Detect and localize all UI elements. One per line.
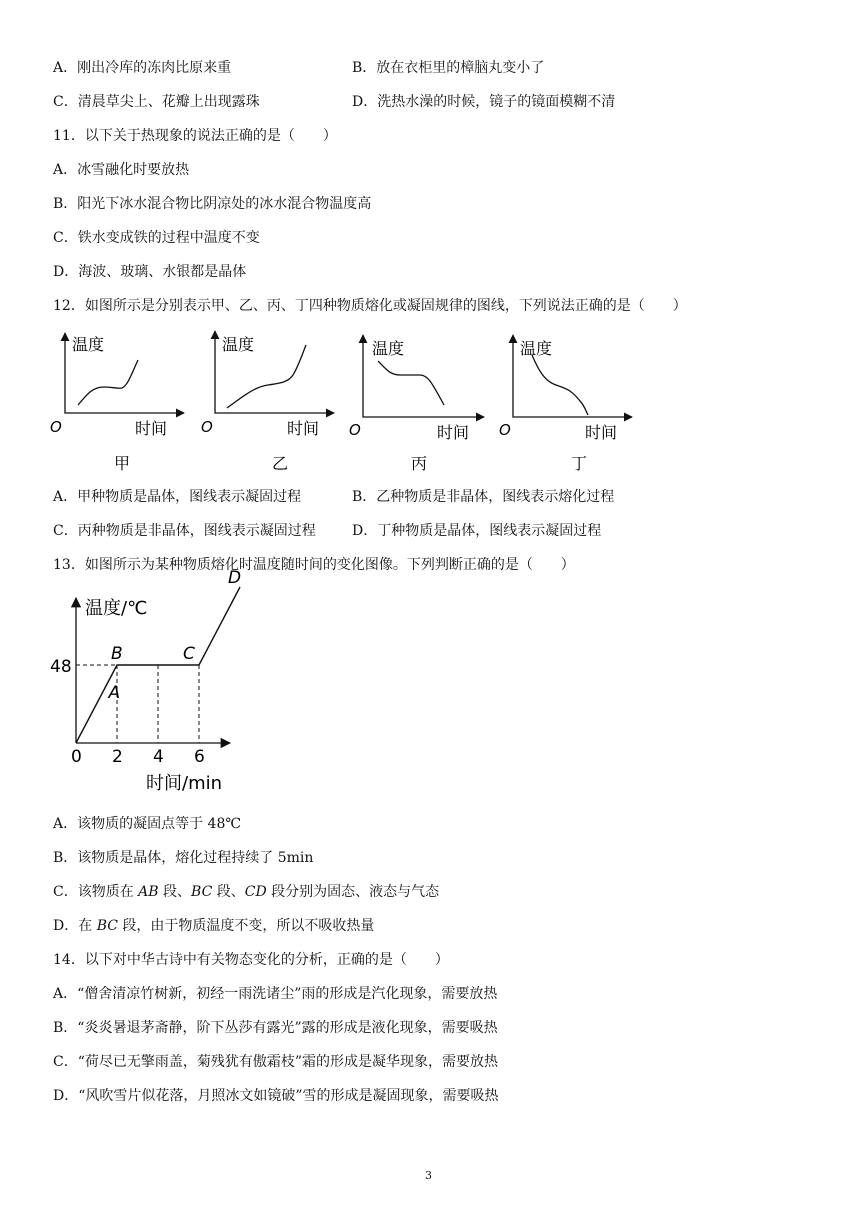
q13-d-text-1: D．在	[53, 918, 97, 934]
q11-option-b: B．阳光下冰水混合物比阴凉处的冰水混合物温度高	[53, 196, 372, 212]
graph-bing-curve	[378, 361, 444, 405]
q11-option-c: C．铁水变成铁的过程中温度不变	[53, 230, 260, 246]
q13-d-segment-bc: BC	[96, 918, 118, 934]
q13-melting-chart	[40, 568, 300, 800]
graph-ding-caption: 丁	[571, 454, 588, 473]
x-axis-label: 时间/min	[146, 773, 223, 794]
graph-ding-origin: O	[499, 421, 511, 439]
graph-ding-curve	[532, 355, 588, 415]
q12-option-b: B．乙种物质是非晶体，图线表示熔化过程	[352, 489, 615, 505]
q13-option-c	[53, 883, 439, 901]
q13-option-d	[53, 917, 374, 935]
graph-ding-xlabel: 时间	[585, 423, 618, 442]
q12-option-c: C．丙种物质是非晶体，图线表示凝固过程	[53, 523, 316, 539]
graph-yi-origin: O	[201, 418, 213, 436]
q10-option-a: A．刚出冷库的冻肉比原来重	[53, 60, 232, 76]
y-axis-label: 温度/℃	[85, 598, 148, 619]
graph-yi-xlabel: 时间	[287, 419, 320, 438]
graph-yi-curve	[227, 345, 306, 408]
graph-yi-ylabel: 温度	[222, 335, 255, 354]
q10-option-b: B．放在衣柜里的樟脑丸变小了	[352, 60, 545, 76]
q14-option-a: A．“僧舍清凉竹树新，初经一雨洗诸尘”雨的形成是汽化现象，需要放热	[53, 986, 498, 1002]
graph-jia-origin: O	[50, 418, 62, 436]
q13-c-segment-ab: AB	[138, 884, 159, 900]
graph-bing-ylabel: 温度	[372, 339, 405, 358]
q11-stem: 11．以下关于热现象的说法正确的是（ ）	[53, 128, 337, 144]
q11-option-d: D．海波、玻璃、水银都是晶体	[53, 264, 247, 280]
graph-bing-origin: O	[349, 421, 361, 439]
q13-option-a: A．该物质的凝固点等于 48℃	[53, 816, 242, 832]
q12-option-d: D．丁种物质是晶体，图线表示凝固过程	[352, 523, 602, 539]
graph-ding-ylabel: 温度	[520, 339, 553, 358]
q12-option-a: A．甲种物质是晶体，图线表示凝固过程	[53, 489, 302, 505]
graph-bing-xlabel: 时间	[437, 423, 470, 442]
graph-jia-ylabel: 温度	[72, 335, 105, 354]
graph-ding	[499, 335, 632, 473]
y-tick-label: 48	[50, 657, 72, 677]
q13-option-b: B．该物质是晶体，熔化过程持续了 5min	[53, 850, 314, 866]
q13-c-segment-bc: BC	[191, 884, 213, 900]
q12-stem: 12．如图所示是分别表示甲、乙、丙、丁四种物质熔化或凝固规律的图线，下列说法正确的是（ ）	[53, 298, 687, 314]
q14-stem: 14．以下对中华古诗中有关物态变化的分析，正确的是（ ）	[53, 952, 449, 968]
q13-c-text-2: 段、	[158, 884, 192, 900]
point-label-a: A	[108, 683, 121, 703]
q13-c-text-4: 段分别为固态、液态与气态	[266, 884, 440, 900]
page-number: 3	[425, 1169, 432, 1182]
x-tick-label: 6	[194, 747, 205, 767]
graph-bing-caption: 丙	[411, 454, 428, 473]
graph-jia-xlabel: 时间	[135, 419, 168, 438]
q14-option-c: C．“荷尽已无擎雨盖，菊残犹有傲霜枝”霜的形成是凝华现象，需要放热	[53, 1054, 499, 1070]
q12-graphs	[0, 325, 860, 475]
point-label-b: B	[111, 644, 123, 664]
graph-yi	[201, 331, 334, 473]
q14-option-d: D．“风吹雪片似花落，月照冰文如镜破”雪的形成是凝固现象，需要吸热	[53, 1088, 499, 1104]
q13-stem: 13．如图所示为某种物质熔化时温度随时间的变化图像。下列判断正确的是（ ）	[53, 557, 575, 573]
graph-jia-curve	[78, 360, 138, 405]
q11-option-a: A．冰雪融化时要放热	[53, 162, 190, 178]
q10-option-d: D．洗热水澡的时候，镜子的镜面模糊不清	[352, 94, 616, 110]
q13-c-segment-cd: CD	[244, 884, 267, 900]
x-tick-label: 4	[153, 747, 164, 767]
point-label-d: D	[228, 568, 242, 588]
point-label-c: C	[183, 644, 195, 664]
graph-jia-caption: 甲	[114, 454, 131, 473]
graph-bing	[349, 335, 484, 473]
q14-option-b: B．“炎炎暑退茅斋静，阶下丛莎有露光”露的形成是液化现象，需要吸热	[53, 1020, 498, 1036]
q10-option-c: C．清晨草尖上、花瓣上出现露珠	[53, 94, 260, 110]
graph-jia	[50, 333, 184, 473]
q13-d-text-2: 段，由于物质温度不变，所以不吸收热量	[117, 918, 375, 934]
x-tick-label: 2	[112, 747, 123, 767]
graph-yi-caption: 乙	[272, 454, 289, 473]
x-tick-label: 0	[71, 747, 82, 767]
q13-c-text-1: C．该物质在	[53, 884, 139, 900]
q13-c-text-3: 段、	[212, 884, 245, 900]
